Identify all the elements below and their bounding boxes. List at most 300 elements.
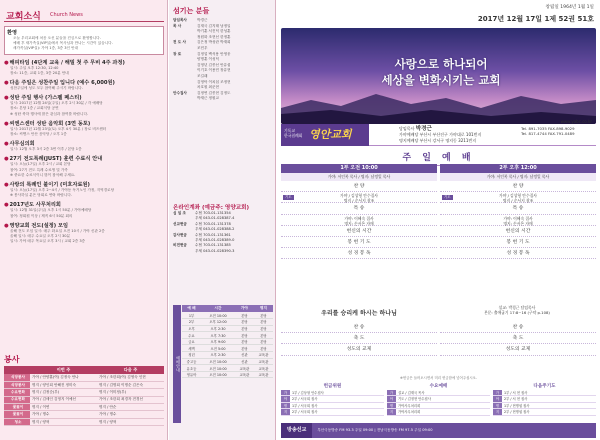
worship-row xyxy=(182,325,273,332)
online-account-number: 수협 703-01-131354 xyxy=(195,211,231,215)
news-item xyxy=(4,155,164,178)
staff-names: 김은정 박성란 박재희 xyxy=(197,40,231,45)
staff-names: 정원화 조현선 한정훈 xyxy=(197,34,231,39)
news-subtitle: Church News xyxy=(50,12,83,18)
address-line: 가야예배당 부산시 부산진구 가야대로 101번지 xyxy=(399,132,482,138)
order-line: 명지 / 순서지 참조 xyxy=(343,198,375,204)
staff-names: 김영탁 이치섭 조정현 xyxy=(197,79,231,84)
bongsa-category: 수요헌화 xyxy=(4,396,30,403)
bongsa-this-week: 가야 / 김세인 김영지 이예선 xyxy=(30,396,97,403)
church-name-logo: 영안교회 xyxy=(309,128,352,141)
staff-names: 김영년 김종선 안유섭 xyxy=(197,62,231,67)
preacher-line: 설교: 박경근 담임목사 xyxy=(498,305,536,310)
online-account-label: 비전헌금 xyxy=(173,243,187,248)
worship-cell: 교육관 xyxy=(254,358,273,365)
news-item-title-text: 성탄 주일 행사 (가스펠 페스티) xyxy=(9,95,82,102)
news-item-line: 장소: 씨엔스 안산 음악당 / 오후 1층 xyxy=(10,132,67,137)
bongsa-this-week: 명지 / 양혁 xyxy=(30,418,97,425)
bullet-icon: ● xyxy=(4,95,9,102)
order-item: 특 송 xyxy=(440,203,596,214)
bongsa-header xyxy=(4,366,30,374)
bongsa-next-week: 가야 / 명수 xyxy=(97,411,164,418)
news-item xyxy=(4,140,164,152)
news-item-line: 올해 전도 모임 일시: 매주 화요일 오전 10시 / 가야 신관 2층 xyxy=(10,228,105,233)
website-url[interactable]: www.yabc.co.kr xyxy=(560,119,592,124)
mountain-silhouette-image xyxy=(281,82,596,124)
worship-cell: 교육관 xyxy=(235,365,254,372)
bongsa-header: 다음 주 xyxy=(97,366,164,374)
worship-schedule-table xyxy=(182,305,273,378)
staff-names: 조길래 xyxy=(197,73,208,78)
worship-cell: 본당 xyxy=(235,312,254,319)
staff-role: 장 로 xyxy=(173,51,182,56)
bongsa-row xyxy=(4,389,164,396)
service-2-column xyxy=(440,164,596,259)
sunday-worship-title: 주 일 예 배 xyxy=(281,150,596,166)
order-line: 명지 / 순서지 참조 xyxy=(502,198,534,204)
church-motto xyxy=(321,56,561,88)
online-account-label: 십 일 조 xyxy=(173,211,186,215)
online-account-number: 우체 043-01-028389-0 xyxy=(195,238,235,243)
staff-names: 차호원 최준현 xyxy=(197,85,219,90)
online-account-number: 수협 703-01-131361 xyxy=(195,232,231,237)
news-item-line: 참여: 정회원 이상 / 제직 6시 50분 회의 xyxy=(10,213,73,218)
news-item-title xyxy=(4,222,164,229)
news-item-line: ※ 성탄 축하 행사에 많은 관심과 참여를 바랍니다. xyxy=(10,111,89,116)
online-account-label: 선교헌금 xyxy=(173,221,187,226)
pastor-label: 담임목사 xyxy=(399,126,415,131)
motto-line: 사랑으로 하나되어 xyxy=(394,57,488,71)
worship-cell: 오전 5:00 xyxy=(201,345,235,352)
news-item-line: 올해 일시: 매주 수요일 오후 2시 30분 xyxy=(10,234,71,239)
duty-site-marker: 야 xyxy=(281,396,290,401)
worship-cell: 본당 xyxy=(254,325,273,332)
staff-role: 담임목사 xyxy=(173,18,187,22)
duty-site-marker: 가 xyxy=(493,390,502,395)
duty-value: 가야사무처리회 xyxy=(398,410,421,415)
staff-role: 목 사 xyxy=(173,23,182,28)
duty-value: 2부 / 서국희 집사 xyxy=(292,397,318,402)
order-line: 가야 / 김상형 안수집사 xyxy=(499,193,537,199)
bongsa-row xyxy=(4,418,164,425)
worship-cell: 본당 xyxy=(254,312,273,319)
news-item xyxy=(4,201,164,218)
news-item-title-text: 사랑의 특례인 불이기 (미호자료원) xyxy=(9,182,90,189)
duty-value: 2부 / 서 현 집사 xyxy=(504,397,528,402)
worship-cell: 교육관 xyxy=(235,371,254,378)
worship-row xyxy=(182,312,273,319)
news-item-line: 참여: 27기 전도 특례 수료생 및 가족 xyxy=(10,167,68,172)
worship-cell: 영유아 xyxy=(182,371,201,378)
worship-cell: 오후 9:00 xyxy=(201,338,235,345)
staff-list xyxy=(173,18,273,102)
worship-row xyxy=(182,371,273,378)
sermon-title: 우리를 승리케 하시는 하나님 xyxy=(321,310,397,317)
bongsa-next-week: 명지 / 안순 xyxy=(97,404,164,411)
online-account-number: 우체 043-01-028388-2 xyxy=(195,227,235,232)
worship-cell: 오후 2:30 xyxy=(201,352,235,359)
welcome-line: 새가족실(VIP실): 가야 1층, 3층 3인 안내 xyxy=(13,46,79,51)
order-item xyxy=(440,215,596,226)
phone-line: Tel. 891-7035 FAX.898-9029 xyxy=(521,126,575,131)
worship-cell: 본당 xyxy=(235,338,254,345)
service-1-preachers: 가야: 서인복 목사 / 명지: 남정일 목사 xyxy=(281,173,437,181)
news-items xyxy=(4,59,164,245)
duty-site-marker: 명 xyxy=(493,403,502,408)
worship-cell: 교육관 xyxy=(254,352,273,359)
welcome-title: 환영 xyxy=(7,30,18,36)
issue-line: 2017년 12월 17일 1제 52권 51호 xyxy=(477,15,594,23)
order-line: 명지: 손서은 자매 xyxy=(344,220,374,226)
news-item-line: 일시: 2017년 12월 23일(토) 오후 4시 30분 / 장로 비즈센터 xyxy=(10,126,107,131)
online-account-number: 수협 703-01-131378 xyxy=(195,221,231,226)
broadcast-badge: 방송선교 xyxy=(281,423,312,438)
staff-names: 박기훈 서진덕 한성훈 xyxy=(197,29,231,34)
closing-item: 성도의 교제 xyxy=(440,344,596,355)
closing-item: 축 도 xyxy=(281,333,437,344)
staff-title: 섬기는 분들 xyxy=(173,7,210,15)
staff-names: 이기호 이용민 장유현 xyxy=(197,68,231,73)
order-item: 봉 헌 기 도 xyxy=(281,237,437,248)
bongsa-this-week: 가야 / 안양훈(여) 김정숙 안나 xyxy=(30,374,97,381)
worship-cell: 본당 xyxy=(254,338,273,345)
order-item xyxy=(440,192,596,203)
duty-site-marker: 야 xyxy=(493,396,502,401)
bullet-icon: ● xyxy=(4,222,9,229)
worship-row xyxy=(182,345,273,352)
staff-names: 양명훈 이성덕 xyxy=(197,57,219,62)
worship-cell: 중고등 xyxy=(182,358,201,365)
news-item-title xyxy=(4,79,164,86)
staff-role: 안수집사 xyxy=(173,90,187,95)
duty-site-marker: 명 xyxy=(281,403,290,408)
worship-row xyxy=(182,319,273,326)
news-item xyxy=(4,94,164,117)
service-2-header: 2부 오후 12:00 xyxy=(440,164,596,173)
service-1-order xyxy=(281,181,437,259)
worship-row xyxy=(182,352,273,359)
news-item-line: 일시: 12월 오후 3시 2층 3연 이후 / 본당 1층 xyxy=(10,147,82,152)
worship-cell: 교육관 xyxy=(254,371,273,378)
order-line: 가야: 이혜숙 집사 xyxy=(344,215,374,221)
bongsa-row xyxy=(4,396,164,403)
bongsa-row xyxy=(4,411,164,418)
worship-cell: 2부 xyxy=(182,319,201,326)
news-item xyxy=(4,222,164,245)
duty-value: 1부 / 서 현 집사 xyxy=(504,391,528,395)
worship-cell: 오전 10:00 xyxy=(201,312,235,319)
staff-row xyxy=(173,96,273,102)
staff-role: 전 도 사 xyxy=(173,40,186,45)
service-1-header: 1부 오전 10:00 xyxy=(281,164,437,173)
bongsa-title: 봉사 xyxy=(4,355,20,364)
staff-names: 김재국 김지태 남정일 xyxy=(197,23,231,28)
service-1-column xyxy=(281,164,437,259)
news-item-title xyxy=(4,94,164,101)
worship-row xyxy=(182,365,273,372)
welcome-box xyxy=(4,26,164,55)
order-item: 봉 헌 기 도 xyxy=(440,237,596,248)
church-info-strip xyxy=(281,124,596,146)
duty-value: 2부 / 현명섭 집사 xyxy=(504,410,530,415)
worship-row xyxy=(182,332,273,339)
news-item xyxy=(4,79,164,91)
online-title: 온라인계좌 (예금주: 영양교회) xyxy=(173,205,250,211)
duty-site-marker: 가 xyxy=(281,390,290,395)
worship-cell: 본당 xyxy=(235,325,254,332)
news-item-title xyxy=(4,59,164,66)
worship-cell: 오후 7:30 xyxy=(201,332,235,339)
scripture-line: 본문: 출애굽기 17:8~16 (구약 p.108) xyxy=(484,310,550,316)
news-item-line: ※ 중요한 수료식이니 많이 참석해 주세요. xyxy=(10,172,76,177)
news-item-line: 일시: 12월 31일(주일) 오후 1시 50분 / 가야예배당 xyxy=(10,208,92,213)
worship-guide-label: 예배안내 xyxy=(173,305,181,423)
bongsa-row xyxy=(4,404,164,411)
bullet-icon: ● xyxy=(4,59,9,66)
bongsa-this-week: 명지 / 이연 xyxy=(30,404,97,411)
news-item-line: 일시: 오늘(17일) 오후 2~4시 / 가야동 독거노인 가정, 지역경로당 xyxy=(10,188,115,193)
duty-site-marker: 지 xyxy=(281,409,290,414)
service-2-order xyxy=(440,181,596,259)
worship-cell: 본당 xyxy=(235,332,254,339)
duty-table xyxy=(281,383,384,421)
bullet-icon: ● xyxy=(4,80,9,87)
bullet-icon: ● xyxy=(4,182,9,189)
founding-line: 창립일 1964년 1월 1일 xyxy=(545,5,594,10)
broadcast-footer xyxy=(281,423,596,438)
worship-cell: 본당 xyxy=(254,319,273,326)
duty-row xyxy=(281,409,384,415)
duty-table-title: 다음주기도 xyxy=(533,384,556,389)
closing-item: 찬 송 xyxy=(440,322,596,333)
duty-value: 가야사무처리회 xyxy=(398,403,421,408)
bongsa-this-week: 명지 / 양인희 안해진 정미숙 xyxy=(30,381,97,388)
staff-names: 김정업 백석용 안영웅 xyxy=(197,51,231,56)
bullet-icon: ● xyxy=(4,120,9,127)
bongsa-next-week: 명지 / 양혁 xyxy=(97,418,164,425)
duty-row xyxy=(493,409,596,415)
bongsa-category: 수요헌화 xyxy=(4,389,30,396)
phone-block xyxy=(521,126,575,137)
worship-cell: 1부 xyxy=(182,312,201,319)
worship-cell: 본당 xyxy=(235,319,254,326)
worship-cell: 본당 xyxy=(254,345,273,352)
bullet-icon: ● xyxy=(4,156,9,163)
welcome-line: 예배 후 새가족실(VIP실)에서 목사님과 만나는 시간이 있습니다. xyxy=(13,41,113,46)
scripture-block xyxy=(439,305,595,315)
order-line: 가야: 이혜숙 집사 xyxy=(503,215,533,221)
order-item: 헌신의 시간 xyxy=(440,226,596,237)
bongsa-category: 청소 xyxy=(4,418,30,425)
duty-table-title: 수요예배 xyxy=(429,384,448,389)
news-item-line: 일시: 오늘(17일) 오후 2시 / 교회 본당 xyxy=(10,162,71,167)
duty-site-marker: 명 xyxy=(387,403,396,408)
duty-site-marker: 지 xyxy=(387,409,396,414)
worship-cell: 오후 xyxy=(182,325,201,332)
church-logo xyxy=(281,124,369,146)
bongsa-table xyxy=(4,366,164,426)
worship-cell: 수요 xyxy=(182,332,201,339)
news-item-line: 장소: 11층, 교회 1층, 3층 20분 안내 xyxy=(10,70,69,75)
news-item-title xyxy=(4,120,164,127)
bongsa-category: 식당봉사 xyxy=(4,374,30,381)
duty-table xyxy=(493,383,596,421)
worship-cell: 교육관 xyxy=(254,365,273,372)
worship-header: 예 배 xyxy=(182,305,201,312)
denomination-label xyxy=(284,128,302,138)
denomination-line: 한국침례회 xyxy=(284,133,303,138)
news-item-title-text: 영양교회 전도(설정) 모임 xyxy=(9,222,68,229)
duty-value: 1부 / 현명섭 집사 xyxy=(504,403,530,408)
phone-line: Tel. 817-4744 FAX.791-0489 xyxy=(521,131,575,137)
motto-line: 세상을 변화시키는 교회 xyxy=(381,73,501,87)
bongsa-next-week: 가야 / 조한희 최경자 전경선 xyxy=(97,396,164,403)
duty-table-title: 헌금위원 xyxy=(323,384,342,389)
news-item xyxy=(4,59,164,76)
news-item-title xyxy=(4,181,164,188)
worship-cell: 오후 2:30 xyxy=(201,325,235,332)
order-item xyxy=(281,192,437,203)
news-item xyxy=(4,120,164,137)
church-news-column xyxy=(0,0,168,440)
news-header xyxy=(4,8,164,22)
online-account-label xyxy=(173,249,195,254)
address-line: 명지예배당 부산시 강서구 명지동 3211번지 xyxy=(399,137,477,143)
worship-cell: 오전 10:00 xyxy=(201,371,235,378)
news-list xyxy=(4,26,164,247)
worship-cell: 오전 10:00 xyxy=(201,358,235,365)
cover-banner xyxy=(281,28,596,124)
order-line: 가야 / 김상형 안수집사 xyxy=(340,193,378,199)
online-account-number: 우체 043-01-028387-4 xyxy=(195,216,235,221)
welcome-line: 오늘 우리교회에 처음 오신 분들을 진심으로 환영합니다. xyxy=(13,36,101,40)
worship-row xyxy=(182,358,273,365)
worship-header: 명지 xyxy=(254,305,273,312)
bongsa-category: 꽃꽂이 xyxy=(4,411,30,418)
bulletin-cover xyxy=(277,0,600,440)
news-item-line: 일시: 2017년 12월 24일(주일) 오후 2시 30분 / 각 예배당 xyxy=(10,101,103,106)
bongsa-next-week: 명지 / 이미정(부) xyxy=(97,389,164,396)
bongsa-category: 식당봉사 xyxy=(4,381,30,388)
service-2-closing xyxy=(440,322,596,356)
offering-note: ※헌금은 들어오시면서 미리 헌금함에 넣어주십시오. xyxy=(399,376,477,380)
online-account-row xyxy=(173,249,273,254)
order-line: 명지: 손서은 자매 xyxy=(503,220,533,226)
order-item: 찬 양 xyxy=(440,181,596,192)
online-account-label: 감사헌금 xyxy=(173,232,187,237)
closing-item: 축 도 xyxy=(440,333,596,344)
news-item-title-text: 씨엔스센터 성탄 음악회 (3연 동포) xyxy=(9,120,91,127)
bongsa-this-week: 명지 / 김정순(부) xyxy=(30,389,97,396)
order-item: 찬 양 xyxy=(281,181,437,192)
worship-cell: 유초등 xyxy=(182,365,201,372)
news-item-line: ※ 봉사하실 분은 당회로 연락 바랍니다. xyxy=(10,193,72,198)
duty-value: 2부 / 서국희 집사 xyxy=(292,410,318,415)
order-item: 성 경 봉 독 xyxy=(281,248,437,259)
staff-role xyxy=(173,96,197,102)
worship-cell: 신관 xyxy=(235,352,254,359)
news-item-line: 성찬주일에 성도 모두 참여해 주시기 바랍니다. xyxy=(10,86,83,91)
closing-item: 성도의 교제 xyxy=(281,344,437,355)
worship-cell: 새벽 xyxy=(182,345,201,352)
duty-site-marker: 지 xyxy=(493,409,502,414)
duty-value: 설교 / 김재국 목사 xyxy=(398,391,425,395)
staff-names: 박경근 xyxy=(197,18,208,22)
online-account-number: 우체 043-01-028390-3 xyxy=(195,248,235,253)
news-item xyxy=(4,181,164,198)
bongsa-this-week: 가야 / 명수 xyxy=(30,411,97,418)
service-2-preachers: 가야: 서인복 목사 / 명지: 남정일 목사 xyxy=(440,173,596,181)
worship-cell: 금요 xyxy=(182,338,201,345)
worship-cell: 청년 xyxy=(182,352,201,359)
pastor-name: 박경근 xyxy=(415,126,432,132)
online-account-list xyxy=(173,211,273,254)
duty-table xyxy=(387,383,490,421)
news-item-title xyxy=(4,155,164,162)
staff-names: 박재근 정원교 xyxy=(197,96,219,101)
bongsa-next-week: 명지 / 김명희 이명순 김은숙 xyxy=(97,381,164,388)
news-item-title-text: 2017년도 사무처리회 xyxy=(9,202,61,209)
news-item-title-text: 27기 전도특례(JUST) 훈련 수료식 안내 xyxy=(9,156,103,163)
duty-site-marker: 야 xyxy=(387,396,396,401)
pastor-address-block xyxy=(399,126,481,143)
bongsa-next-week: 가야 / 조한희(여) 김영숙 인현 xyxy=(97,374,164,381)
staff-column xyxy=(169,0,276,440)
news-title: 교회소식 xyxy=(6,12,41,22)
denomination-line: 기독교 xyxy=(284,128,296,133)
worship-header: 가야 xyxy=(235,305,254,312)
staff-names: 김정연 김종현 김정도 xyxy=(197,90,231,95)
worship-cell: 신관 xyxy=(235,358,254,365)
duty-tables xyxy=(281,383,596,421)
worship-cell: 본당 xyxy=(235,345,254,352)
duty-value: 기도 / 김정현 안수집사 xyxy=(398,397,431,402)
duty-row xyxy=(387,409,490,415)
news-item-title xyxy=(4,201,164,208)
order-item xyxy=(281,215,437,226)
order-tag: 기도 xyxy=(285,195,292,200)
news-item-title-text: 다음 주일은 성찬주일 입니다 (예수 6,000원) xyxy=(9,80,115,87)
news-item-line: 일시: 가야 매주 목요일 오후 3시 / 교회 2층 3층 xyxy=(10,239,86,244)
news-item-title-text: 사무심의회 xyxy=(9,141,35,148)
worship-row xyxy=(182,338,273,345)
worship-cell: 본당 xyxy=(254,332,273,339)
duty-value: 1부 / 서국희 집사 xyxy=(292,403,318,408)
worship-header: 시간 xyxy=(201,305,235,312)
broadcast-text: 부산극동방송 FM 93.3 주일 09:00 | 전남극동방송 FM 97.5 주일 09:00 xyxy=(317,428,433,432)
news-item-title xyxy=(4,140,164,147)
closing-item: 찬 송 xyxy=(281,322,437,333)
worship-cell: 오후 12:00 xyxy=(201,319,235,326)
order-tag: 기도 xyxy=(444,195,451,200)
bongsa-row xyxy=(4,381,164,388)
bullet-icon: ● xyxy=(4,141,9,148)
order-item: 헌신의 시간 xyxy=(281,226,437,237)
order-item: 특 송 xyxy=(281,203,437,214)
news-item-title-text: 해피타임 (4단계 교육 / 해밀 첫 주 무비 4주 과정) xyxy=(9,59,125,66)
news-item-line: 장소: 본당 1층 / 교회식당 공연 xyxy=(10,106,59,111)
bongsa-category: 꽃꽂이 xyxy=(4,404,30,411)
bongsa-row xyxy=(4,374,164,381)
bongsa-header: 이번 주 xyxy=(30,366,97,374)
bullet-icon: ● xyxy=(4,202,9,209)
staff-names: 조민우 xyxy=(197,45,208,50)
order-item: 성 경 봉 독 xyxy=(440,248,596,259)
online-account-number: 수협 703-01-131385 xyxy=(195,243,231,248)
service-1-closing xyxy=(281,322,437,356)
news-item-line: 일시: 주일 오후 12:30, 12:40 xyxy=(10,65,59,70)
duty-site-marker: 가 xyxy=(387,390,396,395)
